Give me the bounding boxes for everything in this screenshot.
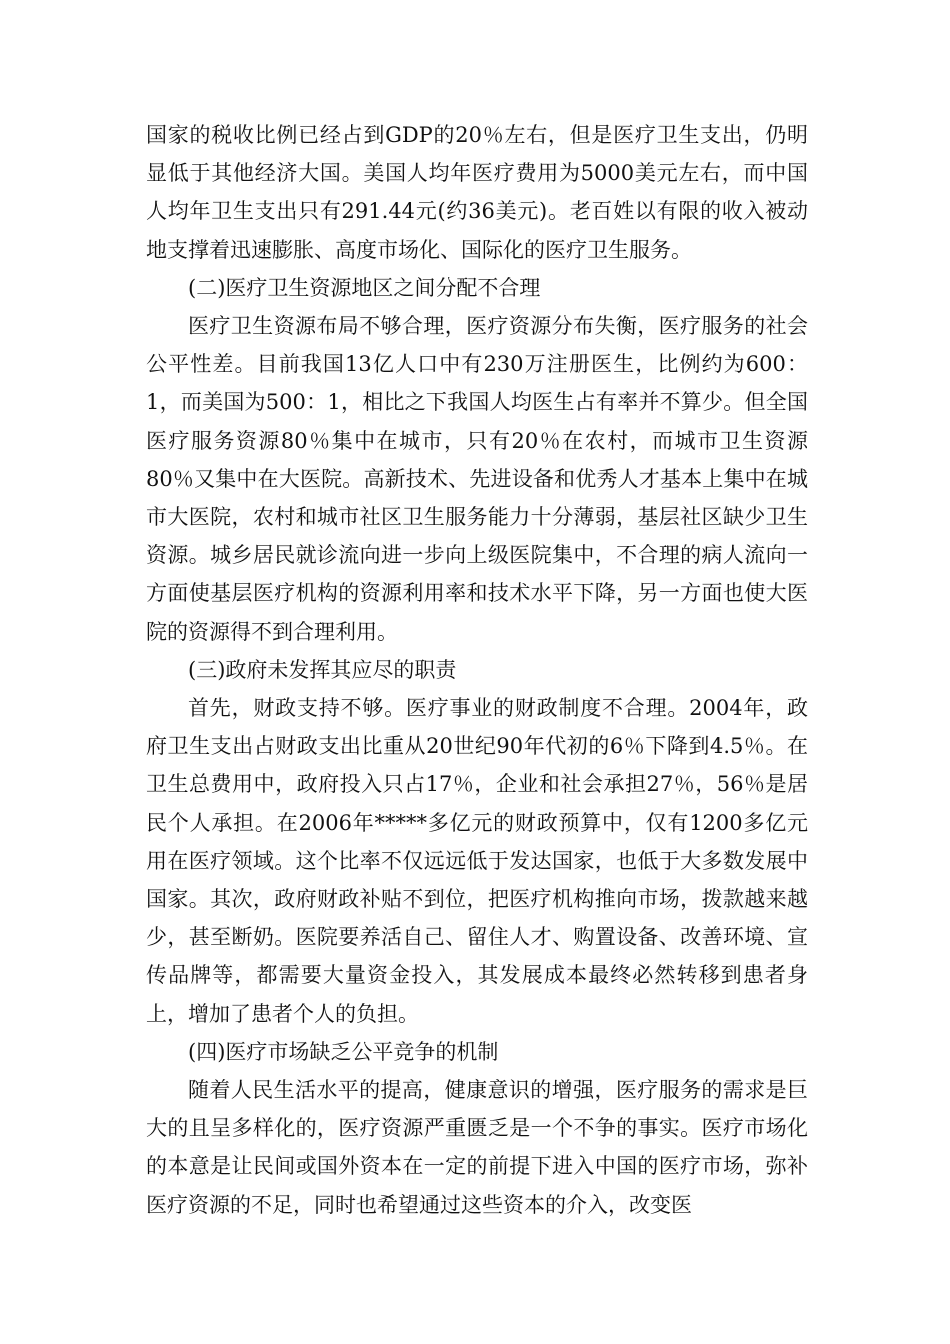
body-paragraph: 医疗卫生资源布局不够合理，医疗资源分布失衡，医疗服务的社会公平性差。目前我国13亿人口中有230万注册医生，比例约为600：1，而美国为500：1，相比之下我国人均医生占有率并不算少。但全国医疗服务资源80％集中在城市，只有20％在农村，而城市卫生资源 80％又集中在大医院。高新技术、先进设备和优秀人才基本上集中在城市大医院，农村和城市社区卫生服务能力十分薄弱，基层社区缺少卫生资源。城乡居民就诊流向进一步向上级医院集中，不合理的病人流向一方面使基层医疗机构的资源利用率和技术水平下降，另一方面也使大医院的资源得不到合理利用。 [146,314,808,644]
section-heading: (四)医疗市场缺乏公平竞争的机制 [188,1039,499,1064]
document-page [146,116,808,1224]
body-paragraph: 随着人民生活水平的提高，健康意识的增强，医疗服务的需求是巨大的且呈多样化的，医疗资源严重匮乏是一个不争的事实。医疗市场化的本意是让民间或国外资本在一定的前提下进入中国的医疗市场，弥补医疗资源的不足，同时也希望通过这些资本的介入，改变医 [146,1078,808,1217]
section-heading: (二)医疗卫生资源地区之间分配不合理 [188,275,541,300]
body-paragraph: 国家的税收比例已经占到GDP的20％左右，但是医疗卫生支出，仍明显低于其他经济大国。美国人均年医疗费用为5000美元左右，而中国人均年卫生支出只有291.44元(约36美元)。老百姓以有限的收入被动地支撑着迅速膨胀、高度市场化、国际化的医疗卫生服务。 [146,123,808,262]
section-heading: (三)政府未发挥其应尽的职责 [188,657,457,682]
body-paragraph: 首先，财政支持不够。医疗事业的财政制度不合理。2004年，政府卫生支出占财政支出比重从20世纪90年代初的6％下降到4.5％。在卫生总费用中，政府投入只占17％，企业和社会承担27％，56％是居民个人承担。在2006年*****多亿元的财政预算中，仅有1200多亿元用在医疗领域。这个比率不仅远远低于发达国家，也低于大多数发展中国家。其次，政府财政补贴不到位，把医疗机构推向市场，拨款越来越少，甚至断奶。医院要养活自己、留住人才、购置设备、改善环境、宣传品牌等，都需要大量资金投入，其发展成本最终必然转移到患者身上，增加了患者个人的负担。 [146,696,808,1026]
